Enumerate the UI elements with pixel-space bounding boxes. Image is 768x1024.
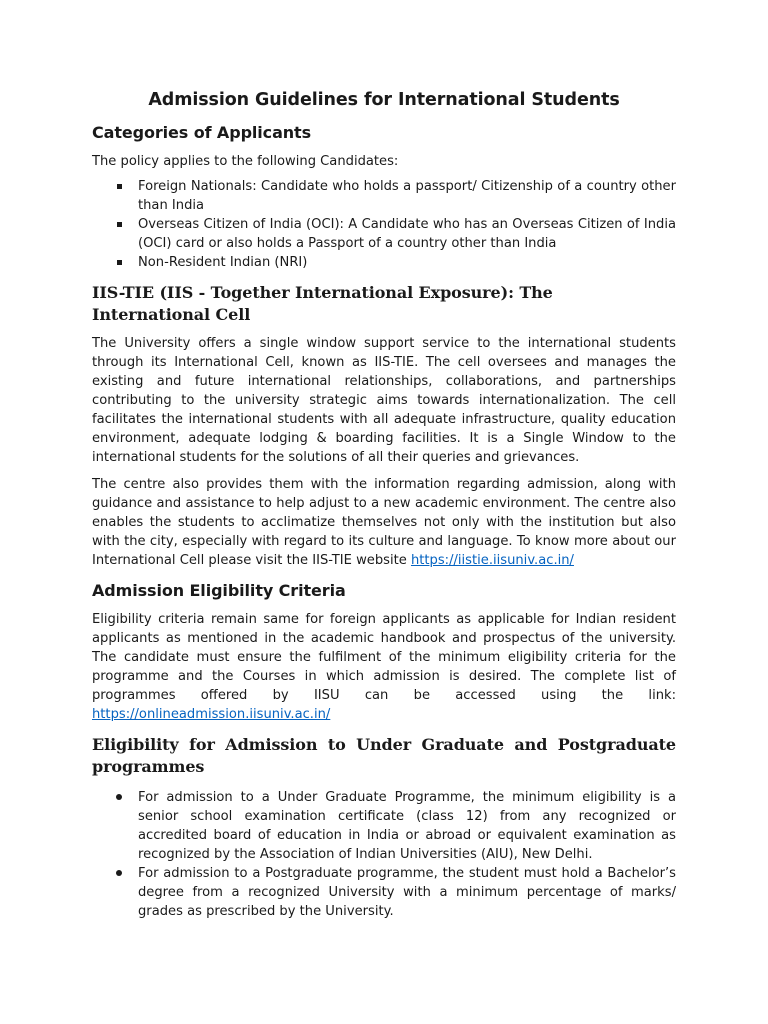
eligibility-criteria-paragraph: Eligibility criteria remain same for foreign applicants as applicable for Indian resident applicants as mentioned in the academic handbook and prospectus of the university. The candidate must ensure the fulfilment of the minimum eligibility criteria for the programme and the Courses in which admission is desired. The complete list of programmes offered by IISU can be accessed using the link: (92, 612, 676, 703)
international-cell-paragraph-2 (92, 475, 676, 570)
categories-intro: The policy applies to the following Candidates: (92, 154, 399, 169)
eligibility-link-line (92, 705, 676, 724)
international-cell-heading: IIS-TIE (IIS - Together International Exposure): The International Cell (92, 283, 553, 324)
paragraph-text: The centre also provides them with the information regarding admission, along with guidance and assistance to help adjust to a new academic environment. The centre also enables the students to acclimatize themselves not only with the institution but also with the city, especially with regard to its culture and language. To know more about our International Cell please visit the IIS-TIE website (92, 477, 676, 568)
list-item: For admission to a Under Graduate Programme, the minimum eligibility is a senior school examination certificate (class 12) from any recognized or accredited board of education in India or abroad or equivalent examination as recognized by the Association of Indian Universities (AIU), New Delhi. (138, 790, 676, 862)
categories-heading: Categories of Applicants (92, 123, 312, 142)
document-title: Admission Guidelines for International Students (148, 90, 620, 110)
categories-list (92, 177, 676, 272)
online-admission-link[interactable]: https://onlineadmission.iisuniv.ac.in/ (92, 707, 331, 722)
eligibility-criteria-heading: Admission Eligibility Criteria (92, 581, 346, 600)
list-item: For admission to a Postgraduate programme, the student must hold a Bachelor’s degree from a recognized University with a minimum percentage of marks/ grades as prescribed by the University. (138, 866, 676, 919)
list-item: Overseas Citizen of India (OCI): A Candidate who has an Overseas Citizen of India (OCI) card or also holds a Passport of a country other than India (138, 217, 676, 251)
international-cell-paragraph-1: The University offers a single window support service to the international students through its International Cell, known as IIS-TIE. The cell oversees and manages the existing and future international relationships, collaborations, and partnerships contributing to the university strategic aims towards internationalization. The cell facilitates the international students with all adequate infrastructure, quality education environment, adequate lodging & boarding facilities. It is a Single Window to the international students for the solutions of all their queries and grievances. (92, 336, 676, 465)
list-item: Non-Resident Indian (NRI) (138, 253, 676, 272)
ug-pg-list (92, 788, 676, 921)
ug-pg-heading: Eligibility for Admission to Under Graduate and Postgraduate programmes (92, 735, 676, 776)
iistie-website-link[interactable]: https://iistie.iisuniv.ac.in/ (410, 553, 574, 568)
list-item: Foreign Nationals: Candidate who holds a passport/ Citizenship of a country other than India (138, 179, 676, 213)
document-page (92, 88, 676, 921)
